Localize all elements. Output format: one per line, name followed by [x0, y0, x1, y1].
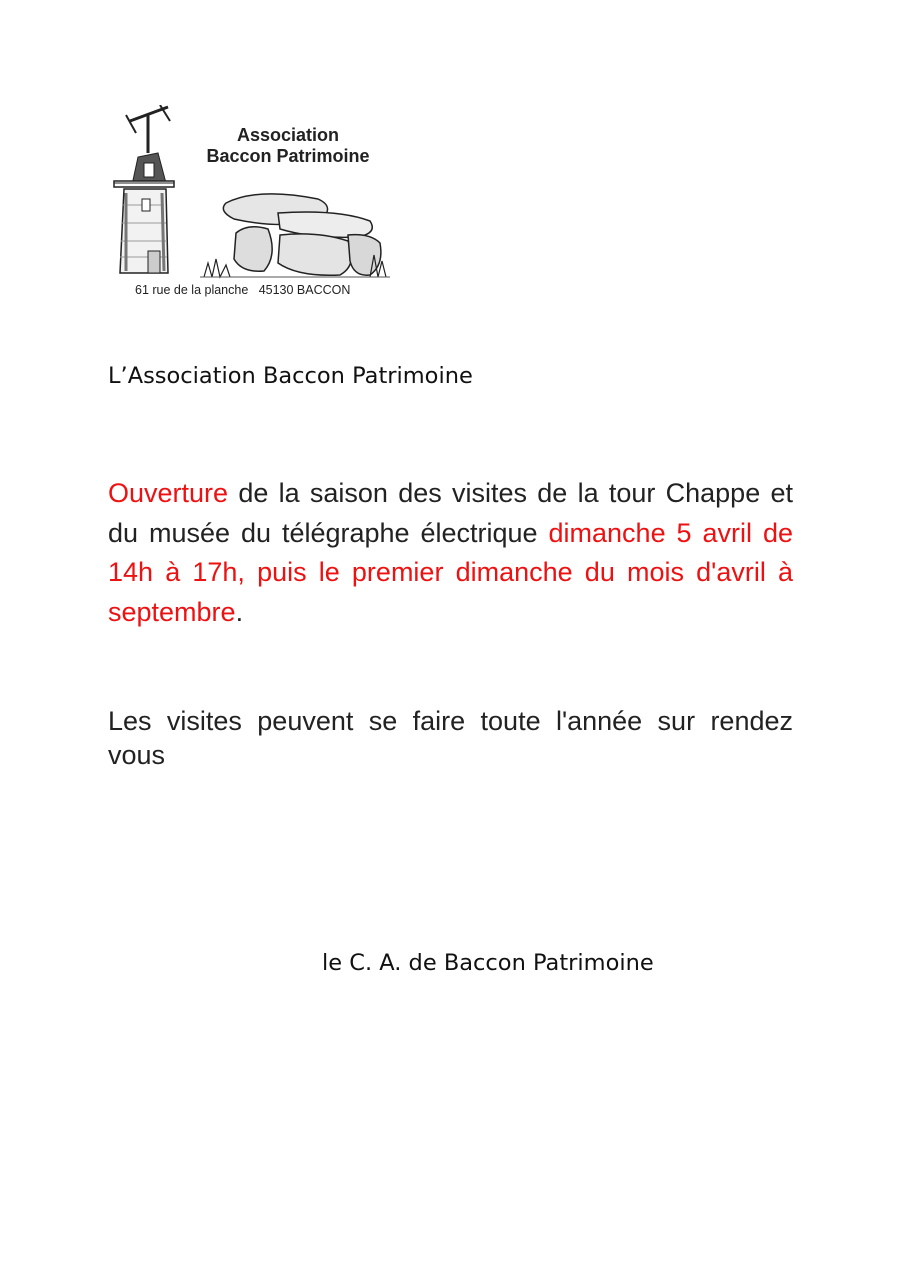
- signature: le C. A. de Baccon Patrimoine: [322, 950, 654, 976]
- logo-title: [188, 125, 388, 167]
- opening-word: Ouverture: [108, 478, 229, 508]
- visits-paragraph: Les visites peuvent se faire toute l'année sur rendez vous: [108, 706, 793, 770]
- opening-announcement: [108, 474, 793, 632]
- sender-line: L’Association Baccon Patrimoine: [108, 363, 473, 389]
- logo-address: 61 rue de la planche 45130 BACCON: [135, 283, 351, 297]
- announcement-end: .: [235, 596, 244, 627]
- opening-dates: dimanche 5 avril de 14h à 17h, puis le premier dimanche du mois d'avril à septembre: [108, 517, 793, 627]
- announcement-text: de la saison des visites de la tour Chappe et du musée du télégraphe électrique: [108, 478, 793, 548]
- logo-title-line2: Baccon Patrimoine: [206, 146, 370, 166]
- logo-title-line1: Association: [236, 125, 340, 145]
- association-logo: [108, 105, 393, 300]
